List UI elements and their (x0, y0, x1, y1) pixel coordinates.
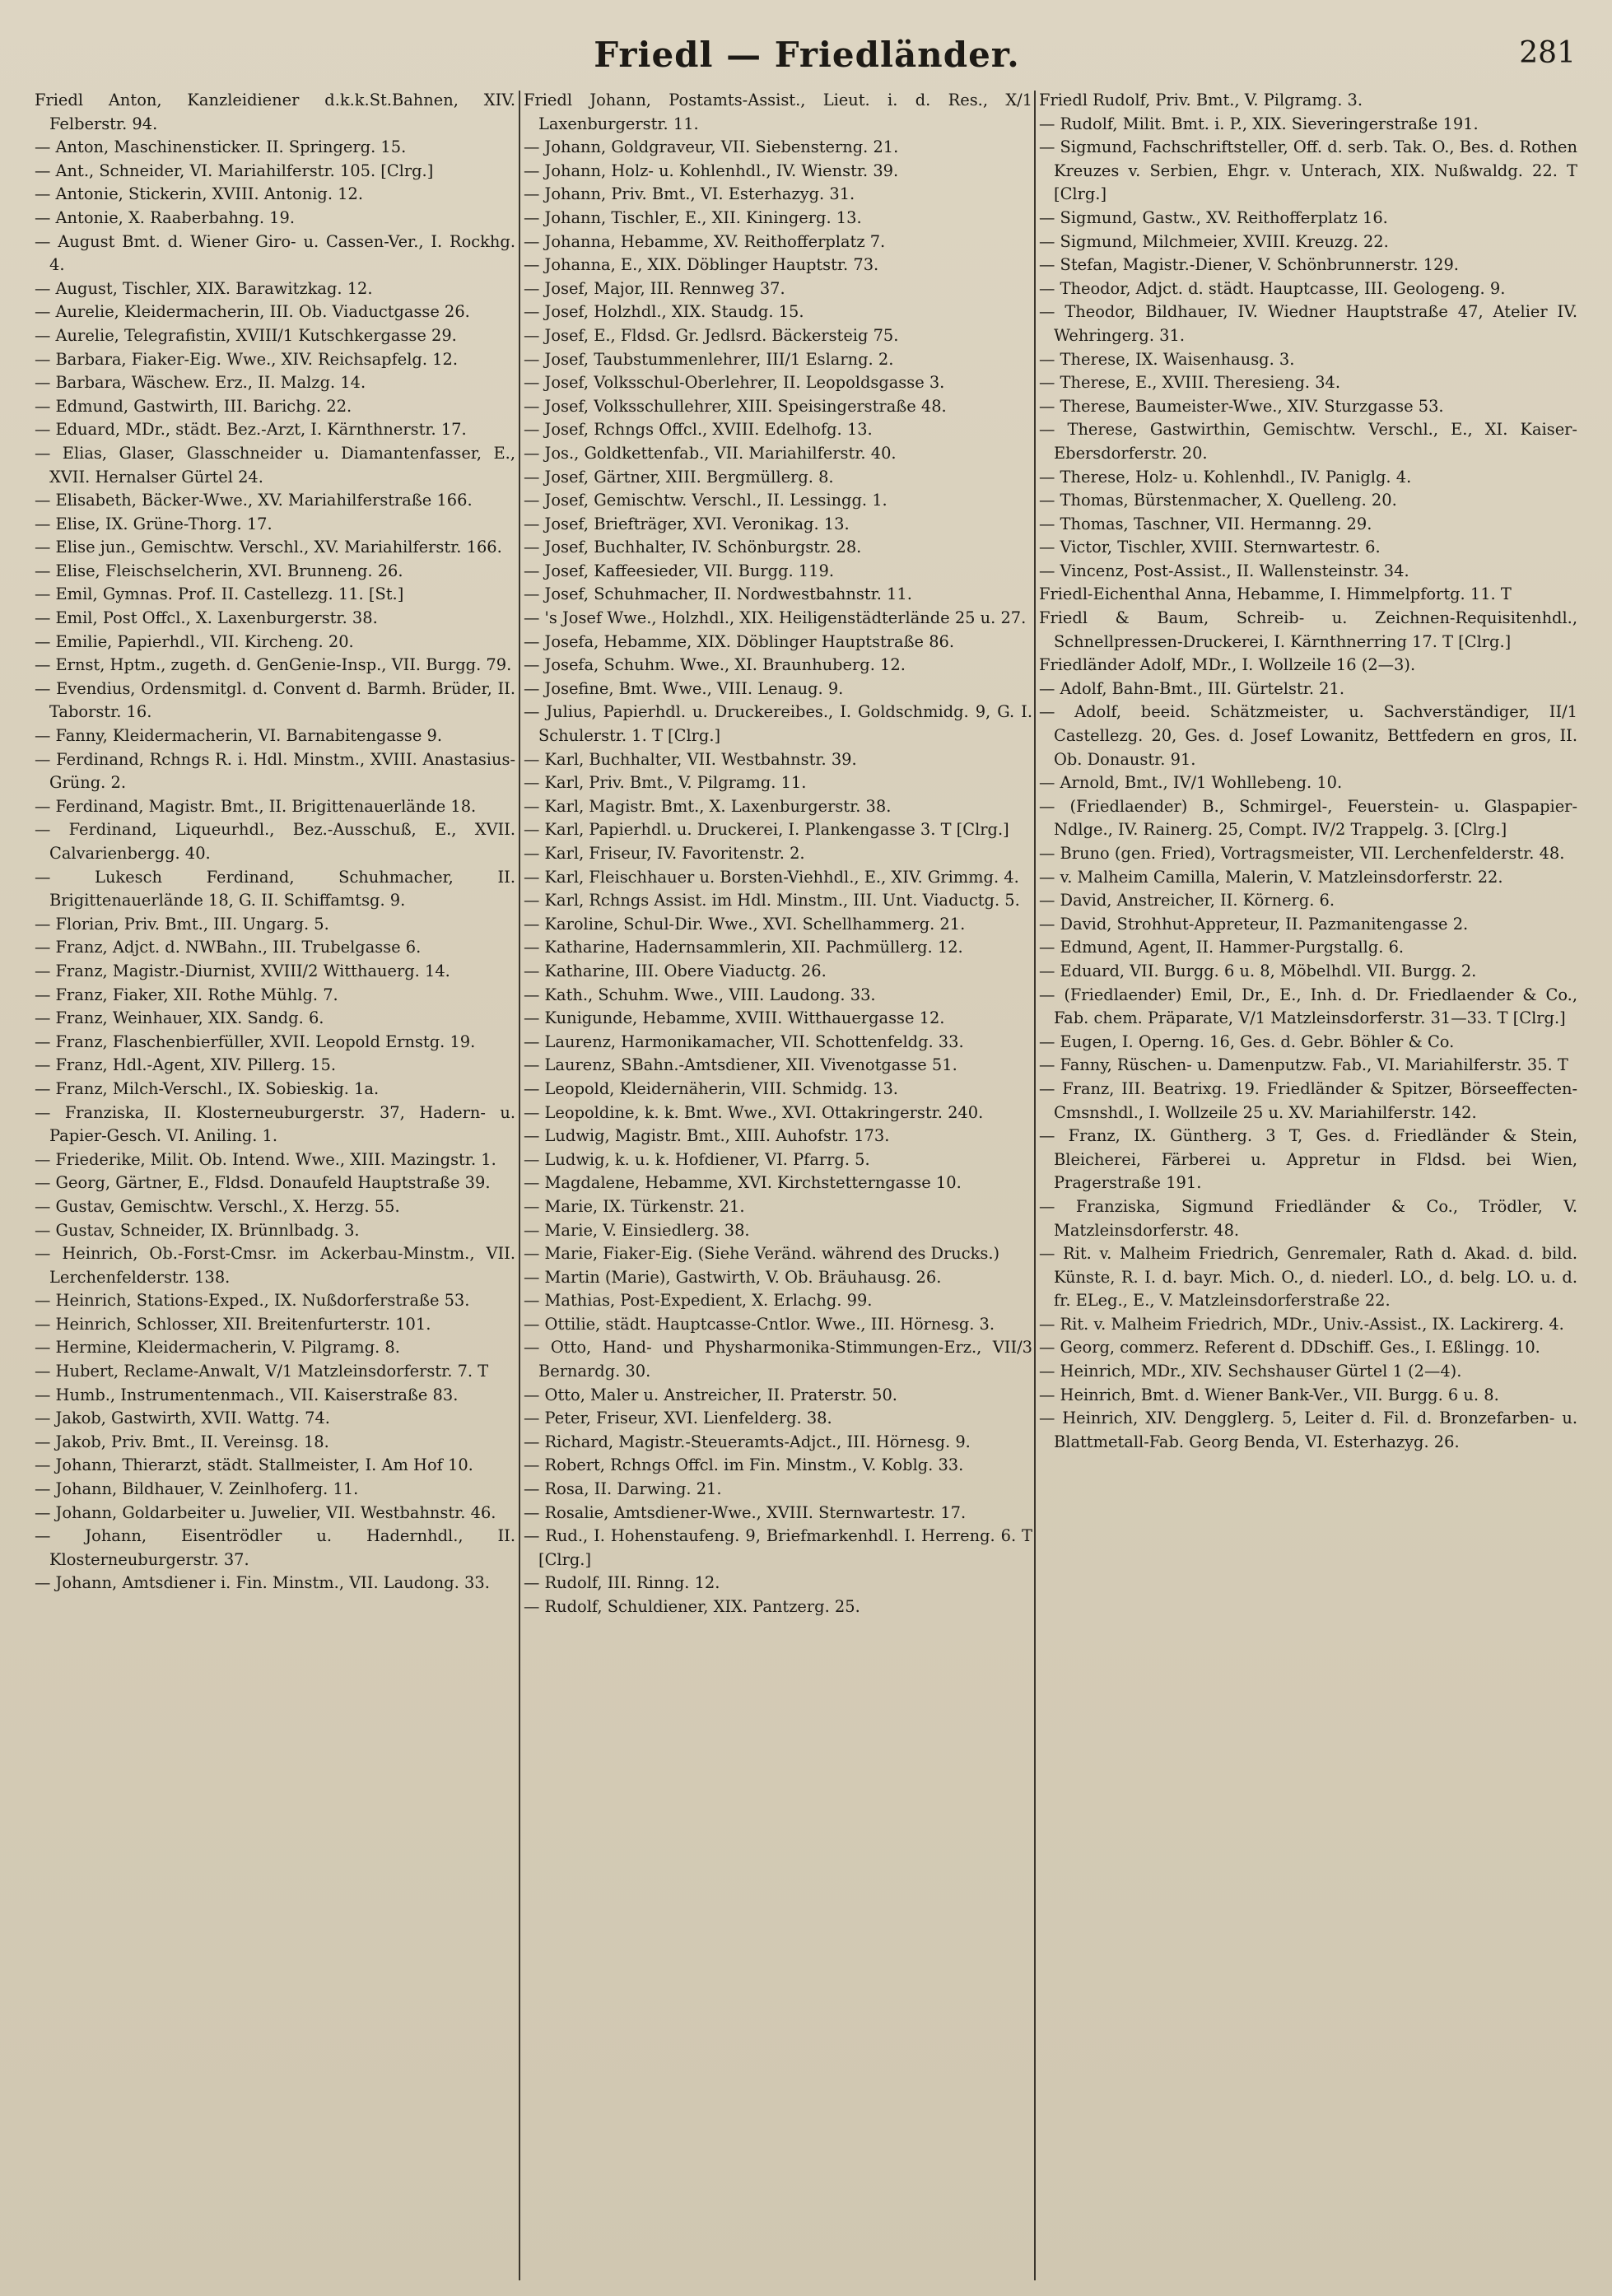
directory-entry: — Marie, Fiaker-Eig. (Siehe Veränd. während des Drucks.) (524, 1244, 1000, 1264)
directory-entry: — Jos., Goldkettenfab., VII. Mariahilferstr. 40. (524, 443, 897, 463)
directory-entry: — Emil, Post Offcl., X. Laxenburgerstr. 38. (35, 608, 378, 628)
directory-entry: — Johanna, Hebamme, XV. Reithofferplatz 7. (524, 231, 886, 251)
directory-entry: — Marie, V. Einsiedlerg. 38. (524, 1220, 750, 1240)
directory-entry: — Victor, Tischler, XVIII. Sternwartestr. 6. (1039, 538, 1381, 557)
directory-entry: — Johanna, E., XIX. Döblinger Hauptstr. 73. (524, 255, 879, 275)
directory-entry: — Rit. v. Malheim Friedrich, MDr., Univ.-Assist., IX. Lackirerg. 4. (1039, 1314, 1564, 1334)
directory-entry: — Evendius, Ordensmitgl. d. Convent d. Barmh. Brüder, II. Taborstr. 16. (35, 678, 515, 722)
directory-entry: — Josef, Schuhmacher, II. Nordwestbahnstr. 11. (524, 584, 912, 604)
directory-entry: — Sigmund, Milchmeier, XVIII. Kreuzg. 22. (1039, 231, 1389, 251)
directory-entry: — Katharine, III. Obere Viaductg. 26. (524, 961, 827, 980)
directory-entry: — Laurenz, SBahn.-Amtsdiener, XII. Vivenotgasse 51. (524, 1055, 957, 1075)
directory-entry: — Ferdinand, Rchngs R. i. Hdl. Minstm., XVIII. Anastasius-Grüng. 2. (35, 749, 515, 793)
directory-entry: — Josef, Kaffeesieder, VII. Burgg. 119. (524, 561, 834, 580)
directory-entry: — Jakob, Priv. Bmt., II. Vereinsg. 18. (35, 1432, 329, 1451)
directory-entry: — Marie, IX. Türkenstr. 21. (524, 1196, 745, 1216)
directory-entry: — Therese, Holz- u. Kohlenhdl., IV. Paniglg. 4. (1039, 467, 1412, 487)
directory-entry: — Johann, Tischler, E., XII. Kiningerg. 13. (524, 207, 862, 227)
directory-entry: — Emilie, Papierhdl., VII. Kircheng. 20. (35, 631, 354, 651)
directory-entry: — Johann, Goldarbeiter u. Juwelier, VII. Westbahnstr. 46. (35, 1502, 496, 1522)
directory-entry: — Rit. v. Malheim Friedrich, Genremaler, Rath d. Akad. d. bild. Künste, R. I. d. bayr. Mich. O., d. niederl. LO., d. belg. LO. u. d. fr. ELeg., E., V. Matzleinsdorferstraße 22. (1039, 1244, 1577, 1311)
directory-entry: — Georg, Gärtner, E., Fldsd. Donaufeld Hauptstraße 39. (35, 1173, 491, 1193)
directory-entry: — Georg, commerz. Referent d. DDschiff. Ges., I. Eßlingg. 10. (1039, 1338, 1540, 1358)
directory-entry: — Lukesch Ferdinand, Schuhmacher, II. Brigittenauerlände 18, G. II. Schiffamtsg. 9. (35, 867, 515, 910)
directory-entry: — Franziska, Sigmund Friedländer & Co., Trödler, V. Matzleinsdorferstr. 48. (1039, 1196, 1577, 1240)
directory-entry: — Franziska, II. Klosterneuburgerstr. 37, Hadern- u. Papier-Gesch. VI. Aniling. 1. (35, 1102, 515, 1146)
directory-entry: — Karoline, Schul-Dir. Wwe., XVI. Schellhammerg. 21. (524, 914, 966, 934)
page-header (33, 31, 1581, 84)
directory-entry: — Eugen, I. Operng. 16, Ges. d. Gebr. Böhler & Co. (1039, 1032, 1455, 1051)
column-1 (35, 89, 515, 2287)
directory-entry: — Barbara, Fiaker-Eig. Wwe., XIV. Reichsapfelg. 12. (35, 349, 459, 369)
directory-entry: — Emil, Gymnas. Prof. II. Castellezg. 11. [St.] (35, 584, 404, 604)
directory-entry: — Johann, Priv. Bmt., VI. Esterhazyg. 31. (524, 184, 855, 204)
directory-entry: Friedl Johann, Postamts-Assist., Lieut. i. d. Res., X/1 Laxenburgerstr. 11. (524, 91, 1032, 133)
directory-entry: — Heinrich, Bmt. d. Wiener Bank-Ver., VII. Burgg. 6 u. 8. (1039, 1385, 1499, 1404)
directory-entry: — Franz, Hdl.-Agent, XIV. Pillerg. 15. (35, 1055, 336, 1075)
directory-entry: — Ferdinand, Magistr. Bmt., II. Brigittenauerlände 18. (35, 796, 477, 816)
directory-entry: — Aurelie, Telegrafistin, XVIII/1 Kutschkergasse 29. (35, 325, 457, 345)
directory-entry: — Josef, Buchhalter, IV. Schönburgstr. 28. (524, 538, 862, 557)
directory-entry: — (Friedlaender) Emil, Dr., E., Inh. d. Dr. Friedlaender & Co., Fab. chem. Präparate, V/1 Matzleinsdorferstr. 31—33. T [Clrg.] (1039, 985, 1577, 1028)
directory-entry: — Robert, Rchngs Offcl. im Fin. Minstm., V. Koblg. 33. (524, 1455, 964, 1475)
directory-entry: — Julius, Papierhdl. u. Druckereibes., I. Goldschmidg. 9, G. I. Schulerstr. 1. T [Clrg.] (524, 702, 1032, 746)
directory-entry: — Karl, Magistr. Bmt., X. Laxenburgerstr. 38. (524, 796, 892, 816)
directory-entry: — Josef, Major, III. Rennweg 37. (524, 278, 785, 298)
directory-entry: — Josef, Gemischtw. Verschl., II. Lessingg. 1. (524, 491, 888, 510)
page-number: 281 (1519, 36, 1576, 70)
directory-entry: — Antonie, X. Raaberbahng. 19. (35, 207, 295, 227)
directory-entry: — Barbara, Wäschew. Erz., II. Malzg. 14. (35, 373, 366, 393)
directory-entry: — Sigmund, Gastw., XV. Reithofferplatz 16. (1039, 207, 1388, 227)
directory-entry: — Johann, Amtsdiener i. Fin. Minstm., VII. Laudong. 33. (35, 1573, 490, 1593)
directory-entry: Friedl Anton, Kanzleidiener d.k.k.St.Bahnen, XIV. Felberstr. 94. (35, 91, 515, 133)
directory-entry: — Otto, Hand- und Physharmonika-Stimmungen-Erz., VII/3 Bernardg. 30. (524, 1338, 1032, 1381)
directory-entry: — Ludwig, Magistr. Bmt., XIII. Auhofstr. 173. (524, 1126, 890, 1146)
directory-entry: — Adolf, beeid. Schätzmeister, u. Sachverständiger, II/1 Castellezg. 20, Ges. d. Josef Lowanitz, Bettfedern en gros, II. Ob. Donaustr. 91. (1039, 702, 1577, 769)
directory-entry: — Richard, Magistr.-Steueramts-Adjct., III. Hörnesg. 9. (524, 1432, 971, 1451)
directory-entry: — Therese, IX. Waisenhausg. 3. (1039, 349, 1295, 369)
directory-entry: — Josefine, Bmt. Wwe., VIII. Lenaug. 9. (524, 678, 844, 698)
directory-entry: — Mathias, Post-Expedient, X. Erlachg. 99. (524, 1291, 873, 1311)
directory-entry: — Theodor, Bildhauer, IV. Wiedner Hauptstraße 47, Atelier IV. Wehringerg. 31. (1039, 302, 1577, 345)
directory-entry: — Karl, Papierhdl. u. Druckerei, I. Plankengasse 3. T [Clrg.] (524, 820, 1009, 840)
directory-entry: — Bruno (gen. Fried), Vortragsmeister, VII. Lerchenfelderstr. 48. (1039, 844, 1565, 863)
directory-entry: — David, Strohhut-Appreteur, II. Pazmanitengasse 2. (1039, 914, 1469, 934)
directory-entry: — Fanny, Kleidermacherin, VI. Barnabitengasse 9. (35, 726, 443, 746)
directory-entry: — Franz, Adjct. d. NWBahn., III. Trubelgasse 6. (35, 938, 422, 957)
directory-entry: — Johann, Thierarzt, städt. Stallmeister, I. Am Hof 10. (35, 1455, 473, 1475)
directory-entry: — Stefan, Magistr.-Diener, V. Schönbrunnerstr. 129. (1039, 255, 1459, 275)
directory-entry: — Rosa, II. Darwing. 21. (524, 1479, 722, 1499)
directory-entry: — Josef, Volksschul-Oberlehrer, II. Leopoldsgasse 3. (524, 373, 945, 393)
directory-entry: — Josef, Volksschullehrer, XIII. Speisingerstraße 48. (524, 396, 947, 416)
directory-entry: — Josef, Taubstummenlehrer, III/1 Eslarng. 2. (524, 349, 894, 369)
directory-entry: — Ottilie, städt. Hauptcasse-Cntlor. Wwe., III. Hörnesg. 3. (524, 1314, 995, 1334)
directory-entry: — Elias, Glaser, Glasschneider u. Diamantenfasser, E., XVII. Hernalser Gürtel 24. (35, 443, 515, 487)
page-title: Friedl — Friedländer. (594, 35, 1020, 75)
directory-entry: — Heinrich, MDr., XIV. Sechshauser Gürtel 1 (2—4). (1039, 1362, 1462, 1381)
column-2 (524, 89, 1032, 2287)
directory-entry: — Ernst, Hptm., zugeth. d. GenGenie-Insp., VII. Burgg. 79. (35, 655, 512, 675)
directory-entry: — Franz, Flaschenbierfüller, XVII. Leopold Ernstg. 19. (35, 1032, 476, 1051)
directory-entry: — Laurenz, Harmonikamacher, VII. Schottenfeldg. 33. (524, 1032, 964, 1051)
directory-entry: — Thomas, Bürstenmacher, X. Quelleng. 20. (1039, 491, 1397, 510)
directory-entry: — Katharine, Hadernsammlerin, XII. Pachmüllerg. 12. (524, 938, 963, 957)
directory-entry: — Anton, Maschinensticker. II. Springerg. 15. (35, 137, 407, 157)
directory-entry: — August Bmt. d. Wiener Giro- u. Cassen-Ver., I. Rockhg. 4. (35, 231, 515, 275)
directory-entry: — Otto, Maler u. Anstreicher, II. Praterstr. 50. (524, 1385, 897, 1404)
directory-entry: — Heinrich, Ob.-Forst-Cmsr. im Ackerbau-Minstm., VII. Lerchenfelderstr. 138. (35, 1244, 515, 1287)
directory-entry: — Rosalie, Amtsdiener-Wwe., XVIII. Sternwartestr. 17. (524, 1502, 967, 1522)
directory-entry: — Martin (Marie), Gastwirth, V. Ob. Bräuhausg. 26. (524, 1267, 942, 1287)
directory-entry: — Friederike, Milit. Ob. Intend. Wwe., XIII. Mazingstr. 1. (35, 1149, 496, 1169)
column-divider (519, 91, 520, 2280)
directory-entry: — Ferdinand, Liqueurhdl., Bez.-Ausschuß, E., XVII. Calvarienbergg. 40. (35, 820, 515, 863)
directory-entry: — Josef, Briefträger, XVI. Veronikag. 13. (524, 514, 850, 533)
directory-entry: — Franz, Magistr.-Diurnist, XVIII/2 Witthauerg. 14. (35, 961, 450, 980)
directory-entry: — Eduard, MDr., städt. Bez.-Arzt, I. Kärnthnerstr. 17. (35, 420, 467, 440)
directory-entry: — Johann, Bildhauer, V. Zeinlhoferg. 11. (35, 1479, 359, 1499)
directory-entry: — Franz, Fiaker, XII. Rothe Mühlg. 7. (35, 985, 338, 1004)
directory-entry: — Vincenz, Post-Assist., II. Wallensteinstr. 34. (1039, 561, 1409, 580)
directory-entry: — Josef, Gärtner, XIII. Bergmüllerg. 8. (524, 467, 834, 487)
directory-entry: — Aurelie, Kleidermacherin, III. Ob. Viaductgasse 26. (35, 302, 470, 322)
directory-entry: — Josef, E., Fldsd. Gr. Jedlsrd. Bäckersteig 75. (524, 325, 899, 345)
directory-entry: — Johann, Eisentrödler u. Hadernhdl., II. Klosterneuburgerstr. 37. (35, 1526, 515, 1569)
directory-entry: — Kunigunde, Hebamme, XVIII. Witthauergasse 12. (524, 1008, 945, 1028)
directory-entry: — Magdalene, Hebamme, XVI. Kirchstetterngasse 10. (524, 1173, 962, 1193)
directory-entry: — Franz, III. Beatrixg. 19. Friedländer & Spitzer, Börseeffecten-Cmsnshdl., I. Wollzeile 25 u. XV. Mariahilferstr. 142. (1039, 1078, 1577, 1122)
directory-entry: — Franz, Milch-Verschl., IX. Sobieskig. 1a. (35, 1078, 380, 1098)
directory-entry: — (Friedlaender) B., Schmirgel-, Feuerstein- u. Glaspapier-Ndlge., IV. Rainerg. 25, Compt. IV/2 Trappelg. 3. [Clrg.] (1039, 796, 1577, 840)
column-divider (1034, 91, 1036, 2280)
directory-entry: — Ant., Schneider, VI. Mariahilferstr. 105. [Clrg.] (35, 161, 434, 180)
directory-entry: — Antonie, Stickerin, XVIII. Antonig. 12. (35, 184, 363, 204)
directory-entry: — Edmund, Agent, II. Hammer-Purgstallg. 6. (1039, 938, 1405, 957)
directory-entry: — Therese, Baumeister-Wwe., XIV. Sturzgasse 53. (1039, 396, 1444, 416)
directory-entry: — Elisabeth, Bäcker-Wwe., XV. Mariahilferstraße 166. (35, 491, 473, 510)
directory-entry: — Karl, Priv. Bmt., V. Pilgramg. 11. (524, 773, 807, 793)
directory-entry: — Leopold, Kleidernäherin, VIII. Schmidg. 13. (524, 1078, 898, 1098)
directory-entry: — Hermine, Kleidermacherin, V. Pilgramg. 8. (35, 1338, 400, 1358)
directory-entry: — Elise jun., Gemischtw. Verschl., XV. Mariahilferstr. 166. (35, 538, 502, 557)
directory-entry: — v. Malheim Camilla, Malerin, V. Matzleinsdorferstr. 22. (1039, 867, 1503, 887)
directory-entry: — Ludwig, k. u. k. Hofdiener, VI. Pfarrg. 5. (524, 1149, 870, 1169)
directory-entry: — Arnold, Bmt., IV/1 Wohllebeng. 10. (1039, 773, 1343, 793)
directory-entry: — Karl, Friseur, IV. Favoritenstr. 2. (524, 844, 805, 863)
directory-entry: Friedl & Baum, Schreib- u. Zeichnen-Requisitenhdl., Schnellpressen-Druckerei, I. Kärnthnerring 17. T [Clrg.] (1039, 608, 1577, 651)
directory-entry: — Elise, IX. Grüne-Thorg. 17. (35, 514, 273, 533)
directory-entry: — Gustav, Gemischtw. Verschl., X. Herzg. 55. (35, 1196, 400, 1216)
directory-entry: — Karl, Buchhalter, VII. Westbahnstr. 39. (524, 749, 857, 769)
directory-entry: — Josefa, Schuhm. Wwe., XI. Braunhuberg. 12. (524, 655, 906, 675)
directory-entry: — Eduard, VII. Burgg. 6 u. 8, Möbelhdl. VII. Burgg. 2. (1039, 961, 1477, 980)
directory-entry: — Rud., I. Hohenstaufeng. 9, Briefmarkenhdl. I. Herreng. 6. T [Clrg.] (524, 1526, 1032, 1569)
directory-entry: — Jakob, Gastwirth, XVII. Wattg. 74. (35, 1409, 330, 1428)
directory-entry: — Edmund, Gastwirth, III. Barichg. 22. (35, 396, 352, 416)
directory-entry: — Rudolf, Schuldiener, XIX. Pantzerg. 25. (524, 1597, 860, 1616)
directory-entry: — Karl, Fleischhauer u. Borsten-Viehhdl., E., XIV. Grimmg. 4. (524, 867, 1019, 887)
directory-entry: — Peter, Friseur, XVI. Lienfelderg. 38. (524, 1409, 832, 1428)
directory-entry: — Heinrich, Schlosser, XII. Breitenfurterstr. 101. (35, 1314, 431, 1334)
directory-entry: — Elise, Fleischselcherin, XVI. Brunneng. 26. (35, 561, 403, 580)
column-3 (1039, 89, 1577, 2287)
directory-entry: — Adolf, Bahn-Bmt., III. Gürtelstr. 21. (1039, 678, 1344, 698)
directory-entry: — August, Tischler, XIX. Barawitzkag. 12. (35, 278, 373, 298)
directory-entry: — Florian, Priv. Bmt., III. Ungarg. 5. (35, 914, 329, 934)
directory-entry: — Kath., Schuhm. Wwe., VIII. Laudong. 33. (524, 985, 876, 1004)
directory-entry: — Sigmund, Fachschriftsteller, Off. d. serb. Tak. O., Bes. d. Rothen Kreuzes v. Serbien, Ehgr. v. Unterach, XIX. Nußwaldg. 22. T [Clrg.] (1039, 137, 1577, 204)
directory-entry: — Franz, IX. Güntherg. 3 T, Ges. d. Friedländer & Stein, Bleicherei, Färberei u. Appretur in Fldsd. bei Wien, Pragerstraße 191. (1039, 1126, 1577, 1193)
directory-entry: — Thomas, Taschner, VII. Hermanng. 29. (1039, 514, 1372, 533)
directory-entry: — 's Josef Wwe., Holzhdl., XIX. Heiligenstädterlände 25 u. 27. (524, 608, 1027, 628)
directory-entry: — Gustav, Schneider, IX. Brünnlbadg. 3. (35, 1220, 360, 1240)
directory-entry: — Franz, Weinhauer, XIX. Sandg. 6. (35, 1008, 324, 1028)
directory-entry: — Rudolf, III. Rinng. 12. (524, 1573, 720, 1593)
directory-entry: — Hubert, Reclame-Anwalt, V/1 Matzleinsdorferstr. 7. T (35, 1362, 489, 1381)
directory-entry: — Theodor, Adjct. d. städt. Hauptcasse, III. Geologeng. 9. (1039, 278, 1506, 298)
directory-entry: — Therese, Gastwirthin, Gemischtw. Verschl., E., XI. Kaiser-Ebersdorferstr. 20. (1039, 420, 1577, 463)
directory-entry: — Rudolf, Milit. Bmt. i. P., XIX. Sieveringerstraße 191. (1039, 114, 1479, 133)
directory-entry: Friedl Rudolf, Priv. Bmt., V. Pilgramg. 3. (1039, 91, 1363, 109)
directory-entry: — Josef, Rchngs Offcl., XVIII. Edelhofg. 13. (524, 420, 873, 440)
directory-entry: — Josefa, Hebamme, XIX. Döblinger Hauptstraße 86. (524, 631, 955, 651)
directory-entry: — Leopoldine, k. k. Bmt. Wwe., XVI. Ottakringerstr. 240. (524, 1102, 984, 1122)
directory-entry: — Therese, E., XVIII. Theresieng. 34. (1039, 373, 1341, 393)
directory-entry: Friedl-Eichenthal Anna, Hebamme, I. Himmelpfortg. 11. T (1039, 584, 1512, 604)
directory-entry: — Johann, Goldgraveur, VII. Siebensterng. 21. (524, 137, 899, 157)
directory-entry: — Karl, Rchngs Assist. im Hdl. Minstm., III. Unt. Viaductg. 5. (524, 891, 1020, 910)
directory-entry: — Heinrich, Stations-Exped., IX. Nußdorferstraße 53. (35, 1291, 470, 1311)
directory-entry: — Fanny, Rüschen- u. Damenputzw. Fab., VI. Mariahilferstr. 35. T (1039, 1055, 1568, 1075)
directory-entry: — Josef, Holzhdl., XIX. Staudg. 15. (524, 302, 804, 322)
directory-entry: — David, Anstreicher, II. Körnerg. 6. (1039, 891, 1335, 910)
directory-entry: — Heinrich, XIV. Dengglerg. 5, Leiter d. Fil. d. Bronzefarben- u. Blattmetall-Fab. Georg Benda, VI. Esterhazyg. 26. (1039, 1409, 1577, 1451)
directory-entry: Friedländer Adolf, MDr., I. Wollzeile 16 (2—3). (1039, 655, 1416, 675)
directory-entry: — Johann, Holz- u. Kohlenhdl., IV. Wienstr. 39. (524, 161, 899, 180)
directory-entry: — Humb., Instrumentenmach., VII. Kaiserstraße 83. (35, 1385, 459, 1404)
